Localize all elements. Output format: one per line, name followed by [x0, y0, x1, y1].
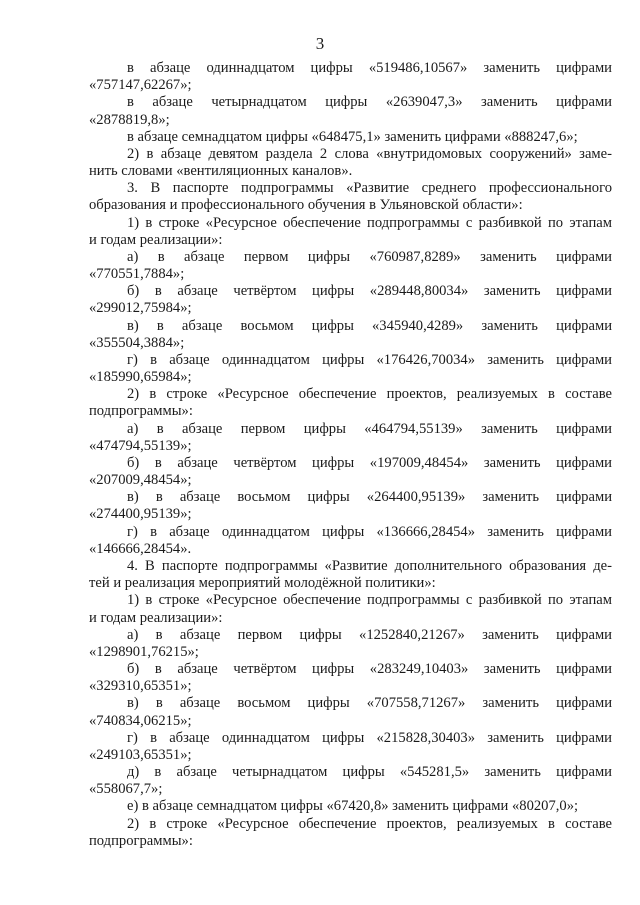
text-line: «1298901,76215»;	[89, 643, 199, 660]
text-line: 1) в строке «Ресурсное обеспечение подпрограммы с разбивкой по этапам	[127, 592, 612, 609]
text-line: «274400,95139»;	[89, 506, 192, 523]
text-line: 2) в строке «Ресурсное обеспечение проектов, реализуемых в составе	[127, 386, 612, 403]
text-line: «740834,06215»;	[89, 712, 192, 729]
text-line: «329310,65351»;	[89, 678, 192, 695]
text-line: и годам реализации»:	[89, 231, 223, 248]
text-line: и годам реализации»:	[89, 609, 223, 626]
text-line: «558067,7»;	[89, 781, 163, 798]
text-line: «185990,65984»;	[89, 369, 192, 386]
text-line: тей и реализация мероприятий молодёжной политики»:	[89, 575, 436, 592]
text-line: г) в абзаце одиннадцатом цифры «176426,70034» заменить цифрами	[127, 351, 612, 368]
text-line: г) в абзаце одиннадцатом цифры «136666,28454» заменить цифрами	[127, 523, 612, 540]
text-line: б) в абзаце четвёртом цифры «197009,48454» заменить цифрами	[127, 454, 612, 471]
text-line: «474794,55139»;	[89, 437, 192, 454]
text-line: в) в абзаце восьмом цифры «707558,71267» заменить цифрами	[127, 695, 612, 712]
page-number: 3	[315, 34, 325, 53]
text-line: в абзаце одиннадцатом цифры «519486,10567» заменить цифрами	[127, 60, 612, 76]
text-line: «757147,62267»;	[89, 77, 192, 94]
text-line: подпрограммы»:	[89, 403, 193, 420]
text-line: а) в абзаце первом цифры «464794,55139» заменить цифрами	[127, 420, 612, 437]
text-line: «355504,3884»;	[89, 334, 185, 351]
text-line: подпрограммы»:	[89, 832, 193, 849]
text-line: «146666,28454».	[89, 540, 192, 557]
text-line: 1) в строке «Ресурсное обеспечение подпрограммы с разбивкой по этапам	[127, 214, 612, 231]
text-line: в) в абзаце восьмом цифры «264400,95139» заменить цифрами	[127, 489, 612, 506]
text-line: образования и профессионального обучения в Ульяновской области»:	[89, 197, 523, 214]
text-line: «2878819,8»;	[89, 111, 170, 128]
text-line: 3. В паспорте подпрограммы «Развитие среднего профессионального	[127, 180, 612, 197]
document-body	[89, 60, 612, 850]
text-line: 2) в абзаце девятом раздела 2 слова «внутридомовых сооружений» заме-	[127, 145, 612, 162]
text-line: «299012,75984»;	[89, 300, 192, 317]
text-line: «207009,48454»;	[89, 472, 192, 489]
text-line: б) в абзаце четвёртом цифры «283249,10403» заменить цифрами	[127, 661, 612, 678]
text-line: е) в абзаце семнадцатом цифры «67420,8» заменить цифрами «80207,0»;	[127, 798, 579, 815]
text-line: д) в абзаце четырнадцатом цифры «545281,5» заменить цифрами	[127, 764, 612, 781]
text-line: а) в абзаце первом цифры «1252840,21267» заменить цифрами	[127, 626, 612, 643]
text-line: 4. В паспорте подпрограммы «Развитие дополнительного образования де-	[127, 557, 612, 574]
text-line: в абзаце четырнадцатом цифры «2639047,3» заменить цифрами	[127, 94, 612, 111]
text-line: 2) в строке «Ресурсное обеспечение проектов, реализуемых в составе	[127, 815, 612, 832]
text-line: а) в абзаце первом цифры «760987,8289» заменить цифрами	[127, 248, 612, 265]
text-line: «249103,65351»;	[89, 746, 192, 763]
text-line: г) в абзаце одиннадцатом цифры «215828,30403» заменить цифрами	[127, 729, 612, 746]
text-line: нить словами «вентиляционных каналов».	[89, 163, 353, 180]
text-line: в) в абзаце восьмом цифры «345940,4289» заменить цифрами	[127, 317, 612, 334]
text-line: в абзаце семнадцатом цифры «648475,1» заменить цифрами «888247,6»;	[127, 128, 578, 145]
text-line: «770551,7884»;	[89, 266, 185, 283]
text-line: б) в абзаце четвёртом цифры «289448,80034» заменить цифрами	[127, 283, 612, 300]
